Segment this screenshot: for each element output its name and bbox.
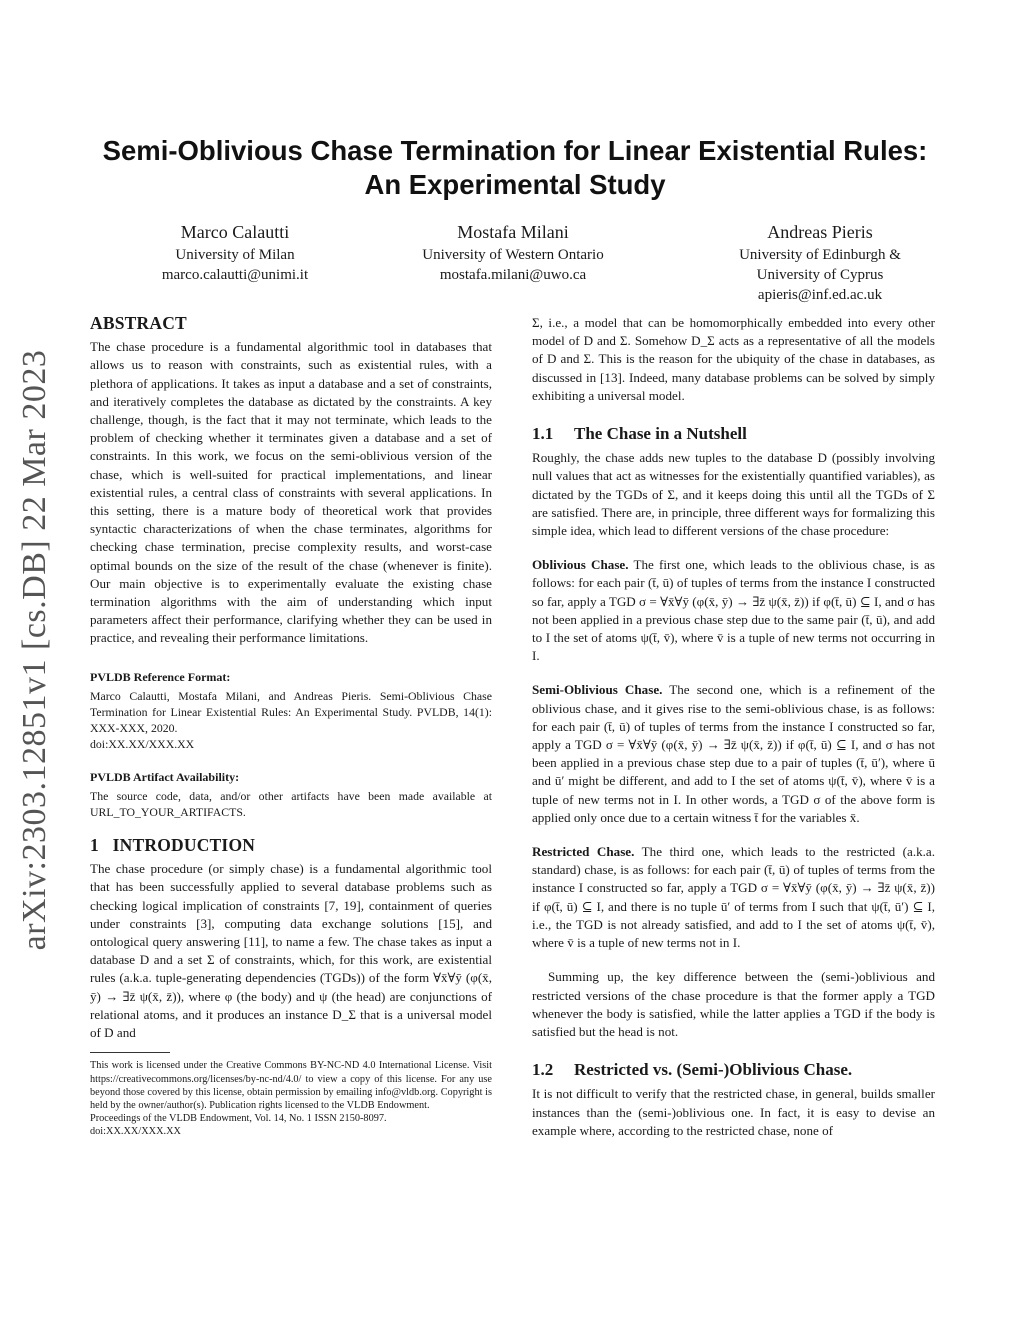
paper-title: Semi-Oblivious Chase Termination for Linear Existential Rules: An Experimental Study (102, 135, 928, 200)
oblivious-text: The first one, which leads to the oblivious chase, is as follows: for each pair (t̄, ū) of tuples of terms from the instance I constructed so far, apply a TGD σ = ∀x̄∀ȳ (φ(x̄, ȳ) → ∃z̄ ψ(x̄, z̄)) if φ(t̄, ū) ⊆ I, and σ has not been applied in a previous chase step due to the same pair (t̄, ū), and add to I the set of atoms ψ(t̄, v̄), where v̄ is a tuple of new terms not occurring in I. (532, 557, 935, 664)
section-1-1-text: Roughly, the chase adds new tuples to the database D (possibly involving null values that act as witnesses for the existentially quantified variables), as dictated by the TGDs of Σ, and it keeps doing this until all the TGDs of Σ are satisfied. There are, in principle, three different ways for formalizing this simple idea, which lead to different versions of the chase procedure: (532, 450, 935, 539)
abstract-text: The chase procedure is a fundamental algorithmic tool in databases that allows us to reason with constraints, such as existential rules, with a plethora of applications. It takes as input a database and a set of constraints, and iteratively completes the database as dictated by the constraints. A key challenge, though, is the fact that it may not terminate, which leads to the problem of checking whether it terminates given a database and a set of constraints. In this work, we focus on the semi-oblivious version of the chase, which is well-suited for practical implementations, and linear existential rules, a central class of constraints with several applications. In this setting, there is a mature body of theoretical work that provides syntactic characterizations of when the chase terminates, algorithms for checking chase termination, precise complexity results, and worst-case optimal bounds on the size of the result of the chase (whenever is finite). Our main objective is to experimentally evaluate the existing chase termination algorithms with the aim of understanding which input parameters affect their performance, clarifying whether they can be used in practice, and revealing their performance limitations. (90, 339, 492, 646)
oblivious-paragraph (532, 556, 935, 665)
section-1-2-heading (532, 1061, 935, 1079)
doi-footnote: doi:XX.XX/XXX.XX (90, 1126, 181, 1138)
semi-oblivious-heading: Semi-Oblivious Chase. (532, 682, 663, 698)
section-number: 1.2 (532, 1060, 554, 1080)
continued-paragraph: Σ, i.e., a model that can be homomorphically embedded into every other model of D and Σ. Somehow D_Σ acts as a representative of all the models of D and Σ. This is the reason for the ubiquity of the chase in databases, as discussed in [13]. Indeed, many database problems can be solved by simply exhibiting a universal model. (532, 315, 935, 403)
author-affiliation: University of Western Ontario (422, 247, 604, 263)
restricted-text: The third one, which leads to the restricted (a.k.a. standard) chase, is as follows: for each pair (t̄, ū) of tuples of terms from the instance I constructed so far, apply a TGD σ = ∀x̄∀ȳ (φ(x̄, ȳ) → ∃z̄ ψ(x̄, z̄)) if φ(t̄, ū) ⊆ I, and there is no tuple ū′ of terms from I such that ψ(t̄, ū′) ⊆ I, i.e., the TGD is not already satisfied, and add to I the set of atoms ψ(t̄, v̄), where v̄ is a tuple of new terms not in I. (532, 844, 935, 951)
arxiv-identifier (10, 350, 60, 950)
reference-format-heading: PVLDB Reference Format: (90, 669, 231, 684)
artifact-heading: PVLDB Artifact Availability: (90, 769, 240, 784)
summing-up-paragraph: Summing up, the key difference between the (semi-)oblivious and restricted versions of the chase procedure is that the former apply a TGD whenever the body is satisfied, while the latter applies a TGD if the body is satisfied but the head is not. (532, 969, 935, 1039)
author-1 (90, 220, 380, 285)
author-email: mostafa.milani@uwo.ca (439, 267, 587, 283)
author-email: marco.calautti@unimi.it (161, 267, 309, 283)
author-2 (378, 220, 648, 285)
right-column (532, 314, 935, 1140)
abstract-heading: ABSTRACT (90, 313, 187, 333)
proceedings-footnote: Proceedings of the VLDB Endowment, Vol. 14, No. 1 ISSN 2150-8097. (90, 1113, 387, 1125)
author-name: Andreas Pieris (767, 222, 873, 242)
section-number: 1.1 (532, 424, 554, 444)
reference-format-text: Marco Calautti, Mostafa Milani, and Andreas Pieris. Semi-Oblivious Chase Termination for Linear Existential Rules: An Experimental Study. PVLDB, 14(1): XXX-XXX, 2020. (90, 688, 492, 735)
author-affiliation: University of Edinburgh & (739, 247, 901, 263)
restricted-paragraph (532, 843, 935, 952)
introduction-heading: 1 INTRODUCTION (90, 835, 256, 856)
semi-oblivious-paragraph (532, 681, 935, 827)
author-affiliation-2: University of Cyprus (756, 267, 884, 283)
author-3 (670, 220, 970, 305)
introduction-text: The chase procedure (or simply chase) is a fundamental algorithmic tool that has been successfully applied to several database problems such as checking logical implication of constraints [7, 19], containment of queries under constraints [3], computing data exchange solutions [15], and ontological query answering [11], to name a few. The chase takes as input a database D and a set Σ of constraints, which, for this work, are existential rules (a.k.a. tuple-generating dependencies (TGDs)) of the form ∀x̄∀ȳ (φ(x̄, ȳ) → ∃z̄ ψ(x̄, z̄)), where φ (the body) and ψ (the head) are conjunctions of relational atoms, and it produces an instance D_Σ that is a universal model of D and (90, 861, 492, 1041)
author-name: Marco Calautti (180, 222, 290, 242)
author-email: apieris@inf.ed.ac.uk (757, 287, 883, 303)
author-name: Mostafa Milani (457, 222, 569, 242)
footnote-rule (90, 1052, 170, 1053)
artifact-text: The source code, data, and/or other artifacts have been made available at URL_TO_YOUR_ARTIFACTS. (90, 789, 492, 820)
reference-format-doi: doi:XX.XX/XXX.XX (90, 736, 195, 751)
section-1-1-heading (532, 425, 935, 443)
restricted-heading: Restricted Chase. (532, 844, 635, 860)
arxiv-id-text: arXiv:2303.12851v1 [cs.DB] 22 Mar 2023 (16, 349, 53, 951)
semi-oblivious-text: The second one, which is a refinement of the oblivious chase, and it gives rise to the semi-oblivious chase, is as follows: for each pair (t̄, ū) of tuples of terms from the instance I constructed so far, apply a TGD σ = ∀x̄∀ȳ (φ(x̄, ȳ) → ∃z̄ ψ(x̄, z̄)) if φ(t̄, ū) ⊆ I, and σ has not been applied in a previous chase step due to a pair of tuples (t̄, ū′), where ū and ū′ might be different, and add to I the set of atoms ψ(t̄, v̄), where v̄ is a tuple of new terms not in I. In other words, a TGD σ of the above form is applied only once due to a certain witness t̄ for the variables x̄. (532, 682, 935, 825)
section-title: Restricted vs. (Semi-)Oblivious Chase. (574, 1060, 853, 1080)
section-1-2-text: It is not difficult to verify that the restricted chase, in general, builds smaller instances than the (semi-)oblivious one. In fact, it is easy to devise an example where, according to the restricted chase, none of (532, 1086, 935, 1138)
section-title: The Chase in a Nutshell (574, 424, 747, 444)
author-affiliation: University of Milan (175, 247, 295, 263)
left-column (90, 314, 492, 1139)
oblivious-heading: Oblivious Chase. (532, 557, 629, 573)
license-footnote: This work is licensed under the Creative Commons BY-NC-ND 4.0 International License. Visit https://creativecommons.org/licenses/by-nc-nd/4.0/ to view a copy of this license. For any use beyond those covered by this license, obtain permission by emailing info@vldb.org. Copyright is held by the owner/author(s). Publication rights licensed to the VLDB Endowment. (90, 1060, 492, 1111)
